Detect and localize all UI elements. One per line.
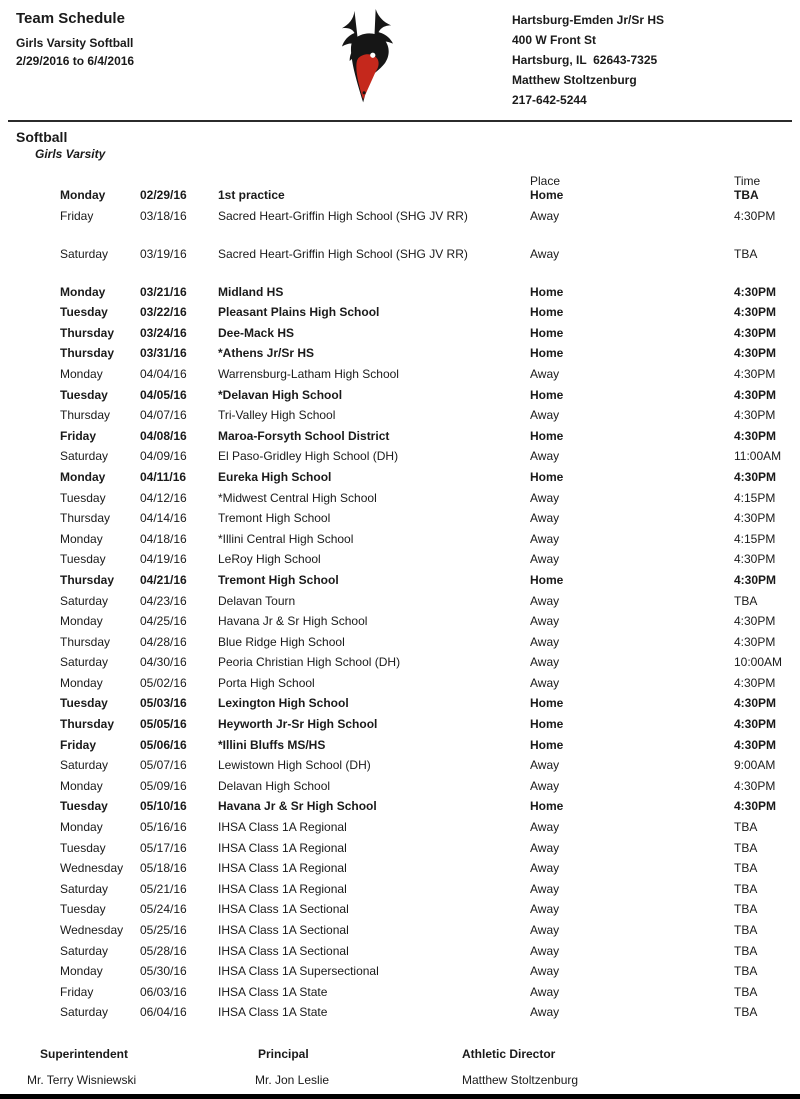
row-event: *Athens Jr/Sr HS [218,346,315,361]
row-place: Home [530,428,564,443]
row-date: 03/31/16 [140,346,187,361]
row-day: Monday [60,469,106,484]
row-day: Monday [60,614,103,629]
row-day: Friday [60,208,94,223]
row-place: Away [530,881,560,896]
row-day: Monday [60,820,103,835]
row-place: Away [530,490,560,505]
row-event: *Illini Central High School [218,531,354,546]
schedule-row [0,882,800,903]
header-divider [8,120,792,122]
row-time: TBA [734,820,758,835]
row-date: 06/03/16 [140,984,187,999]
row-day: Tuesday [60,840,106,855]
footer-role-name: Matthew Stoltzenburg [462,1073,579,1087]
row-place: Home [530,387,564,402]
row-place: Home [530,572,564,587]
row-date: 05/05/16 [140,717,187,732]
row-time: 4:15PM [734,531,776,546]
schedule-row [0,552,800,573]
row-event: *Midwest Central High School [218,490,377,505]
row-date: 04/23/16 [140,593,187,608]
row-time: TBA [734,964,758,979]
schedule-row [0,449,800,470]
row-event: Pleasant Plains High School [218,305,380,320]
row-event: Maroa-Forsyth School District [218,428,390,443]
row-day: Saturday [60,881,109,896]
row-day: Tuesday [60,902,106,917]
page-footer [0,1047,800,1087]
row-place: Away [530,634,560,649]
row-event: IHSA Class 1A State [218,984,328,999]
row-day: Monday [60,964,103,979]
row-day: Thursday [60,511,111,526]
schedule-row [0,944,800,965]
school-address-street: 400 W Front St [512,33,597,47]
schedule-row [0,717,800,738]
row-time: 4:30PM [734,325,777,340]
schedule-row [0,1005,800,1026]
row-event: LeRoy High School [218,552,321,567]
schedule-row [0,676,800,697]
row-event: IHSA Class 1A Regional [218,820,347,835]
row-time: 4:30PM [734,511,776,526]
row-time: 10:00AM [734,655,783,670]
row-time: 4:30PM [734,284,777,299]
row-date: 04/09/16 [140,449,187,464]
row-place: Away [530,758,560,773]
schedule-row [0,346,800,367]
row-day: Saturday [60,1005,109,1020]
row-place: Away [530,246,560,261]
row-date: 05/24/16 [140,902,187,917]
row-event: Havana Jr & Sr High School [218,614,368,629]
row-date: 04/14/16 [140,511,187,526]
row-event: IHSA Class 1A Regional [218,840,347,855]
row-day: Thursday [60,325,115,340]
row-day: Saturday [60,449,109,464]
report-title-block [16,8,301,70]
row-event: Lexington High School [218,696,349,711]
row-day: Tuesday [60,696,108,711]
row-time: 4:15PM [734,490,776,505]
row-day: Saturday [60,758,109,773]
row-time: 4:30PM [734,428,777,443]
row-time: TBA [734,923,758,937]
row-place: Away [530,655,560,670]
row-time: 4:30PM [734,675,776,690]
row-time: 4:30PM [734,614,776,629]
row-day: Monday [60,531,103,546]
row-date: 06/04/16 [140,1005,187,1020]
row-date: 03/18/16 [140,208,187,223]
row-time: TBA [734,840,758,855]
footer-role-block [462,1047,578,1087]
row-time: TBA [734,881,758,896]
row-time: 4:30PM [734,778,776,793]
row-day: Thursday [60,408,111,423]
schedule-row [0,985,800,1006]
stag-mascot-logo [312,8,422,114]
schedule-row [0,635,800,656]
row-place: Home [530,284,564,299]
row-event: Tri-Valley High School [218,408,336,423]
school-name: Hartsburg-Emden Jr/Sr HS [512,13,665,27]
school-info-block [512,8,784,110]
row-event: *Illini Bluffs MS/HS [218,737,326,752]
footer-role-block [27,1047,136,1087]
row-place: Away [530,208,560,223]
row-place: Away [530,511,560,526]
schedule-row [0,188,800,209]
row-day: Saturday [60,943,109,958]
row-date: 04/11/16 [140,469,187,484]
row-event: IHSA Class 1A Supersectional [218,964,379,979]
row-time: TBA [734,943,758,958]
schedule-row [0,696,800,717]
row-date: 04/05/16 [140,387,187,402]
row-date: 05/25/16 [140,923,187,937]
row-day: Friday [60,737,97,752]
schedule-row [0,305,800,326]
row-date: 04/19/16 [140,552,187,567]
row-event: IHSA Class 1A Regional [218,861,347,876]
team-subtitle: Girls Varsity Softball [16,36,134,50]
row-time: 4:30PM [734,208,776,223]
row-event: Porta High School [218,675,315,690]
schedule-table [0,174,800,1026]
row-place: Away [530,861,560,876]
row-date: 03/24/16 [140,325,187,340]
row-event: Delavan Tourn [218,593,296,608]
row-time: 4:30PM [734,634,776,649]
row-event: El Paso-Gridley High School (DH) [218,449,399,464]
row-event: Lewistown High School (DH) [218,758,371,773]
schedule-row [0,285,800,306]
row-place: Home [530,305,564,320]
schedule-row [0,594,800,615]
row-date: 04/04/16 [140,366,187,381]
schedule-row [0,247,800,285]
schedule-row [0,779,800,800]
schedule-row [0,429,800,450]
row-place: Away [530,593,560,608]
schedule-row [0,799,800,820]
date-range: 2/29/2016 to 6/4/2016 [16,54,135,68]
row-place: Home [530,188,564,202]
row-time: 4:30PM [734,346,777,361]
schedule-row [0,964,800,985]
row-day: Monday [60,778,103,793]
row-date: 05/18/16 [140,861,187,876]
schedule-row [0,758,800,779]
row-place: Away [530,778,560,793]
schedule-row [0,491,800,512]
row-event: Tremont High School [218,572,339,587]
row-date: 03/21/16 [140,284,187,299]
row-time: 9:00AM [734,758,776,773]
row-day: Tuesday [60,387,108,402]
footer-role-title: Superintendent [40,1047,129,1061]
row-place: Away [530,840,560,855]
row-place: Home [530,469,564,484]
row-date: 04/25/16 [140,614,187,629]
row-time: TBA [734,188,759,202]
row-date: 05/07/16 [140,758,187,773]
row-date: 05/10/16 [140,799,187,814]
schedule-row [0,738,800,759]
row-date: 05/21/16 [140,881,187,896]
row-time: 4:30PM [734,717,777,732]
row-event: Havana Jr & Sr High School [218,799,377,814]
row-day: Monday [60,284,106,299]
row-event: IHSA Class 1A Regional [218,881,347,896]
schedule-row [0,326,800,347]
row-place: Away [530,366,560,381]
row-date: 05/30/16 [140,964,187,979]
row-day: Friday [60,984,94,999]
row-time: 4:30PM [734,552,776,567]
row-place: Home [530,737,564,752]
row-event: *Delavan High School [218,387,343,402]
row-time: 4:30PM [734,408,776,423]
row-day: Friday [60,428,97,443]
schedule-row [0,532,800,553]
row-event: Tremont High School [218,511,331,526]
row-time: 4:30PM [734,799,777,814]
schedule-row [0,511,800,532]
row-day: Saturday [60,246,109,261]
schedule-row [0,861,800,882]
row-place: Away [530,675,560,690]
schedule-row [0,655,800,676]
footer-role-title: Athletic Director [462,1047,556,1061]
row-day: Tuesday [60,799,108,814]
row-day: Monday [60,675,103,690]
row-place: Away [530,902,560,917]
row-date: 04/08/16 [140,428,187,443]
row-place: Away [530,820,560,835]
row-date: 04/12/16 [140,490,187,505]
schedule-rows [0,188,800,1026]
row-date: 03/19/16 [140,246,187,261]
row-date: 04/07/16 [140,408,187,423]
row-event: IHSA Class 1A Sectional [218,923,349,937]
row-day: Tuesday [60,305,108,320]
row-time: 4:30PM [734,469,777,484]
team-heading: Girls Varsity [35,147,106,161]
row-time: TBA [734,1005,758,1020]
schedule-row [0,367,800,388]
row-day: Thursday [60,346,115,361]
row-time: 4:30PM [734,366,776,381]
schedule-column-headers [0,174,800,188]
row-time: 4:30PM [734,737,777,752]
schedule-row [0,209,800,247]
row-place: Away [530,923,560,937]
place-column-header: Place [530,174,561,188]
row-place: Away [530,984,560,999]
school-contact-name: Matthew Stoltzenburg [512,73,637,87]
row-place: Away [530,964,560,979]
row-day: Thursday [60,634,111,649]
row-day: Monday [60,188,106,202]
schedule-row [0,470,800,491]
row-date: 05/06/16 [140,737,187,752]
row-date: 05/28/16 [140,943,187,958]
school-phone: 217-642-5244 [512,93,587,107]
row-time: 4:30PM [734,696,777,711]
row-event: Dee-Mack HS [218,325,295,340]
school-address-city: Hartsburg, IL 62643-7325 [512,53,658,67]
row-time: 11:00AM [734,449,782,464]
row-place: Away [530,552,560,567]
row-day: Thursday [60,717,115,732]
sport-heading: Softball [16,129,68,145]
row-day: Saturday [60,655,109,670]
row-time: 4:30PM [734,305,777,320]
row-place: Home [530,799,564,814]
schedule-row [0,388,800,409]
time-column-header: Time [734,174,761,188]
row-time: TBA [734,984,758,999]
row-event: Eureka High School [218,469,332,484]
row-date: 04/18/16 [140,531,187,546]
row-event: Delavan High School [218,778,331,793]
row-day: Tuesday [60,490,106,505]
row-event: Heyworth Jr-Sr High School [218,717,378,732]
row-event: IHSA Class 1A Sectional [218,902,349,917]
page-title: Team Schedule [16,10,125,27]
row-event: 1st practice [218,188,285,202]
row-date: 04/28/16 [140,634,187,649]
row-day: Wednesday [60,861,124,876]
row-date: 05/03/16 [140,696,187,711]
row-date: 02/29/16 [140,188,187,202]
row-day: Monday [60,366,103,381]
row-time: TBA [734,246,758,261]
schedule-row [0,820,800,841]
schedule-row [0,923,800,944]
row-place: Away [530,449,560,464]
row-time: TBA [734,593,758,608]
row-date: 05/17/16 [140,840,187,855]
row-event: IHSA Class 1A State [218,1005,328,1020]
schedule-row [0,841,800,862]
footer-role-name: Mr. Jon Leslie [255,1073,330,1087]
page-header [0,0,800,120]
row-place: Home [530,717,564,732]
row-date: 03/22/16 [140,305,187,320]
schedule-row [0,573,800,594]
row-place: Away [530,1005,560,1020]
row-event: Warrensburg-Latham High School [218,366,399,381]
row-time: TBA [734,861,758,876]
row-time: 4:30PM [734,387,777,402]
row-place: Away [530,408,560,423]
row-date: 05/09/16 [140,778,187,793]
row-event: IHSA Class 1A Sectional [218,943,349,958]
row-place: Away [530,531,560,546]
schedule-row [0,408,800,429]
row-day: Tuesday [60,552,106,567]
schedule-row [0,902,800,923]
row-date: 05/02/16 [140,675,187,690]
row-date: 04/30/16 [140,655,187,670]
footer-role-name: Mr. Terry Wisniewski [27,1073,137,1087]
row-time: 4:30PM [734,572,777,587]
row-day: Thursday [60,572,115,587]
row-event: Peoria Christian High School (DH) [218,655,401,670]
row-event: Midland HS [218,284,284,299]
bottom-edge-bar [0,1094,800,1099]
row-event: Sacred Heart-Griffin High School (SHG JV RR) [218,246,468,261]
row-date: 05/16/16 [140,820,187,835]
row-place: Home [530,325,564,340]
row-day: Wednesday [60,923,124,937]
row-place: Home [530,696,564,711]
row-event: Sacred Heart-Griffin High School (SHG JV RR) [218,208,468,223]
row-place: Away [530,614,560,629]
footer-role-title: Principal [258,1047,309,1061]
row-day: Saturday [60,593,109,608]
row-time: TBA [734,902,758,917]
row-event: Blue Ridge High School [218,634,345,649]
row-place: Home [530,346,564,361]
row-date: 04/21/16 [140,572,187,587]
footer-role-block [255,1047,329,1087]
row-place: Away [530,943,560,958]
schedule-row [0,614,800,635]
